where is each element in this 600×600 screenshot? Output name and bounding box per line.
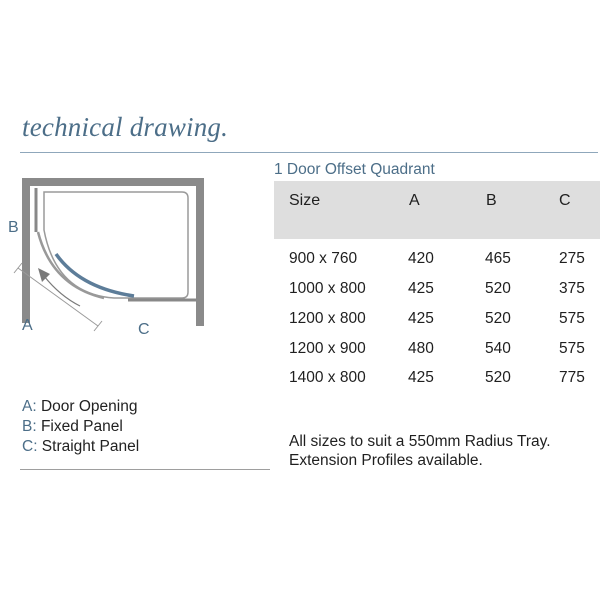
legend-text: Fixed Panel xyxy=(36,418,123,435)
table-title: 1 Door Offset Quadrant xyxy=(274,161,435,178)
curved-door xyxy=(38,232,104,298)
cell-size: 1200 x 800 xyxy=(289,310,366,327)
legend-item xyxy=(22,397,139,417)
legend-item xyxy=(22,417,139,437)
legend-text: Door Opening xyxy=(36,398,138,415)
cell-b: 520 xyxy=(485,280,511,297)
table-header-band xyxy=(274,181,600,239)
note-line: All sizes to suit a 550mm Radius Tray. xyxy=(289,433,551,450)
header-a: A xyxy=(409,192,420,209)
cell-a: 480 xyxy=(408,340,434,357)
cell-size: 1000 x 800 xyxy=(289,280,366,297)
cell-c: 375 xyxy=(559,280,585,297)
legend-letter: B: xyxy=(22,418,37,435)
cell-size: 1400 x 800 xyxy=(289,369,366,386)
header-b: B xyxy=(486,192,497,209)
legend-text: Straight Panel xyxy=(37,438,140,455)
shower-plan-drawing xyxy=(0,170,230,370)
cell-a: 425 xyxy=(408,310,434,327)
cell-size: 900 x 760 xyxy=(289,250,358,267)
legend-item xyxy=(22,437,139,457)
cell-c: 575 xyxy=(559,340,585,357)
cell-c: 775 xyxy=(559,369,585,386)
cell-b: 540 xyxy=(485,340,511,357)
label-b: B xyxy=(8,219,19,236)
wall-left xyxy=(22,178,30,323)
cell-a: 425 xyxy=(408,369,434,386)
header-c: C xyxy=(559,192,571,209)
cell-c: 575 xyxy=(559,310,585,327)
footnote xyxy=(289,432,551,470)
cell-size: 1200 x 900 xyxy=(289,340,366,357)
tray-outline xyxy=(44,192,188,298)
cell-b: 465 xyxy=(485,250,511,267)
label-a: A xyxy=(22,317,33,334)
legend-divider xyxy=(20,469,270,470)
cell-c: 275 xyxy=(559,250,585,267)
cell-a: 425 xyxy=(408,280,434,297)
wall-right xyxy=(196,178,204,326)
legend xyxy=(22,397,139,457)
legend-letter: A: xyxy=(22,398,37,415)
legend-letter: C: xyxy=(22,438,38,455)
wall-top xyxy=(22,178,204,186)
title-divider xyxy=(20,152,598,153)
header-size: Size xyxy=(289,192,321,209)
page-title: technical drawing. xyxy=(22,112,229,142)
cell-b: 520 xyxy=(485,310,511,327)
cell-a: 420 xyxy=(408,250,434,267)
arrow-head xyxy=(38,268,50,282)
cell-b: 520 xyxy=(485,369,511,386)
door-highlight xyxy=(56,254,134,296)
label-c: C xyxy=(138,321,150,338)
note-line: Extension Profiles available. xyxy=(289,452,483,469)
